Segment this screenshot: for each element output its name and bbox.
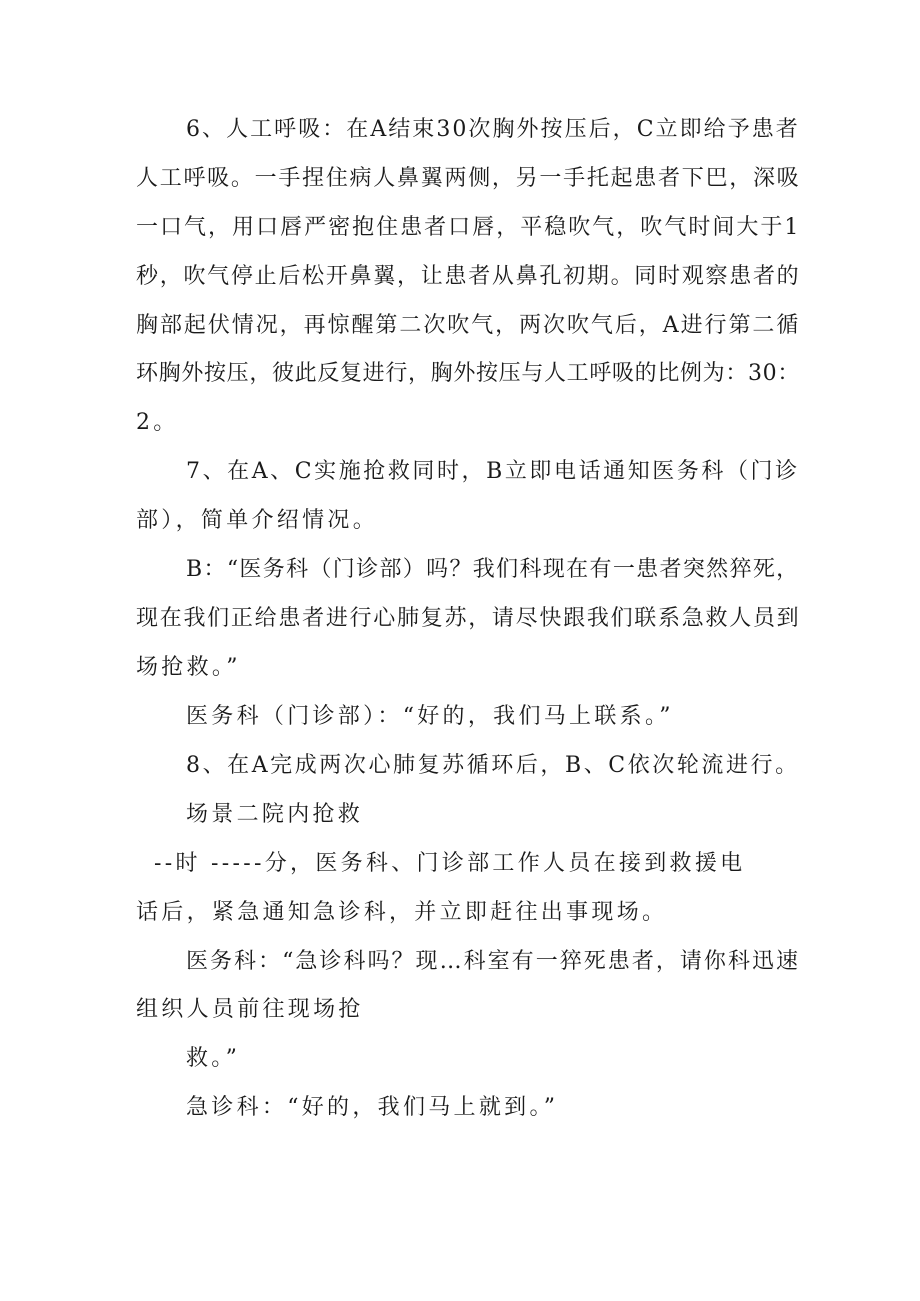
text-line: 8、在A完成两次心肺复苏循环后，B、C依次轮流进行。 xyxy=(186,753,800,778)
text-line: 场抢救。” xyxy=(136,655,241,680)
text-line: 胸部起伏情况，再惊醒第二次吹气，两次吹气后，A进行第二循 xyxy=(136,313,801,338)
text-line: --时 -----分，医务科、门诊部工作人员在接到救援电 xyxy=(154,851,746,876)
text-line: 6、人工呼吸：在A结束30次胸外按压后，C立即给予患者 xyxy=(186,117,800,142)
text-line: 部），简单介绍情况。 xyxy=(136,508,379,533)
text-line: 现在我们正给患者进行心肺复苏，请尽快跟我们联系急救人员到 xyxy=(136,606,801,631)
text-line: 一口气，用口唇严密抱住患者口唇，平稳吹气，吹气时间大于1 xyxy=(136,215,801,240)
text-line: 场景二院内抢救 xyxy=(186,802,364,827)
text-line: 医务科：“急诊科吗？现…科室有一猝死患者，请你科迅速 xyxy=(186,949,801,974)
text-line: 急诊科：“好的，我们马上就到。” xyxy=(186,1095,559,1120)
text-line: 组织人员前往现场抢 xyxy=(136,997,364,1022)
text-line: 7、在A、C实施抢救同时，B立即电话通知医务科（门诊 xyxy=(186,459,800,484)
text-line: 2。 xyxy=(136,410,179,435)
text-line: 人工呼吸。一手捏住病人鼻翼两侧，另一手托起患者下巴，深吸 xyxy=(136,166,801,191)
text-line: 话后，紧急通知急诊科，并立即赶往出事现场。 xyxy=(136,900,668,925)
text-line: 救。” xyxy=(186,1046,241,1071)
text-line: 环胸外按压，彼此反复进行，胸外按压与人工呼吸的比例为：30： xyxy=(136,361,800,386)
text-line: 秒，吹气停止后松开鼻翼，让患者从鼻孔初期。同时观察患者的 xyxy=(136,264,801,289)
text-line: 医务科（门诊部）：“好的，我们马上联系。” xyxy=(186,704,674,729)
text-line: B：“医务科（门诊部）吗？我们科现在有一患者突然猝死， xyxy=(186,557,800,582)
